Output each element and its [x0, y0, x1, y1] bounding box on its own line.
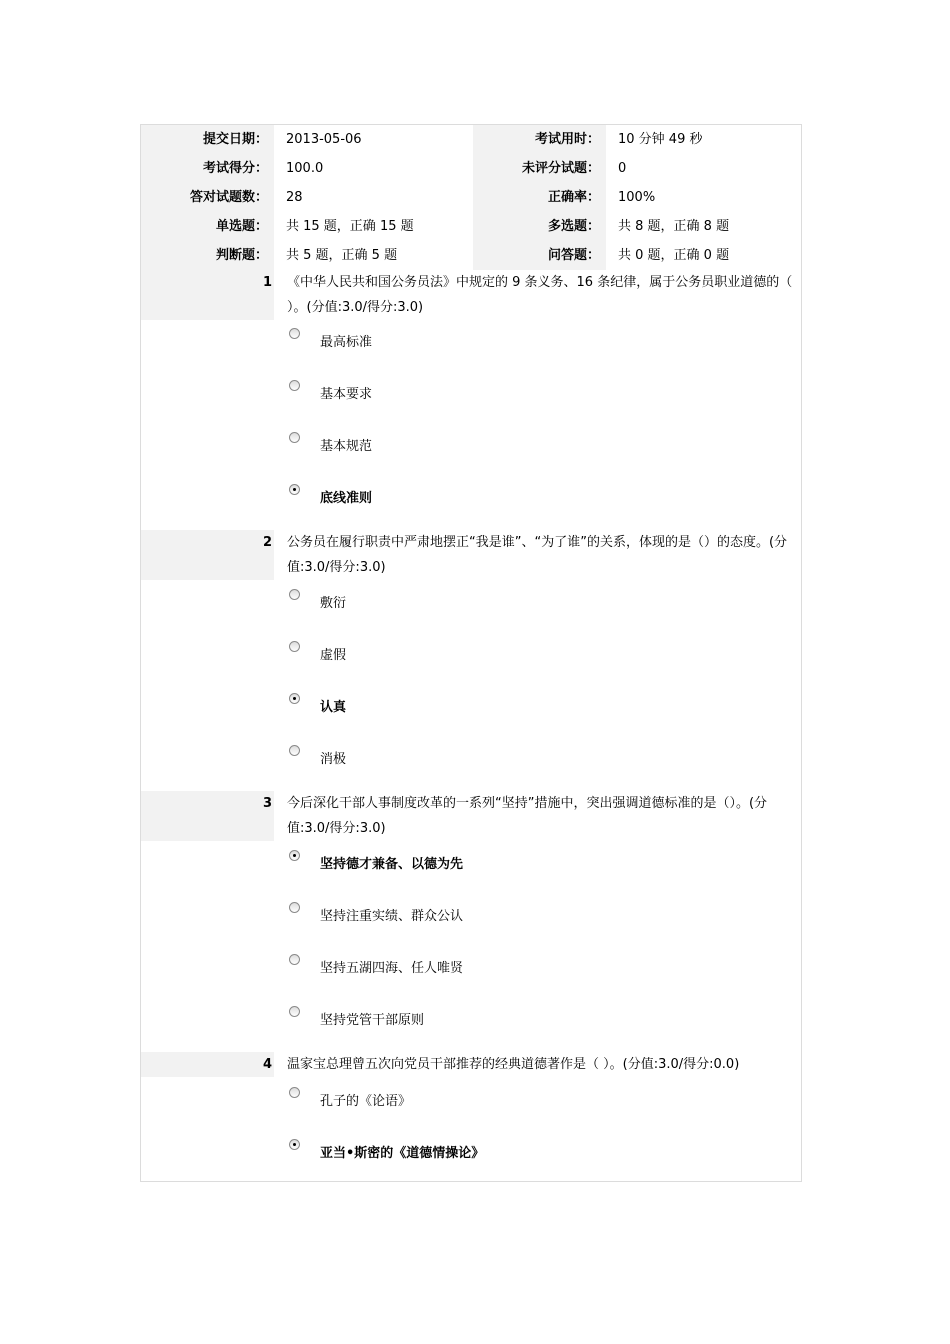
option[interactable] — [289, 1139, 789, 1163]
option[interactable] — [289, 1087, 789, 1111]
option-label: 最高标准 — [320, 335, 373, 350]
option-label: 坚持德才兼备、以德为先 — [320, 857, 464, 872]
summary-value: 10 分钟 49 秒 — [618, 132, 703, 147]
radio-button[interactable] — [289, 850, 300, 861]
option-label: 坚持党管干部原则 — [320, 1013, 425, 1028]
summary-label: 未评分试题： — [473, 154, 606, 183]
summary-value: 共 0 题，正确 0 题 — [618, 248, 730, 263]
question-number: 2 — [141, 530, 274, 580]
option[interactable] — [289, 954, 789, 978]
radio-button[interactable] — [289, 1139, 300, 1150]
exam-result-panel — [140, 124, 802, 1182]
summary-value: 28 — [286, 190, 303, 205]
summary-label: 判断题： — [141, 241, 274, 270]
option-label: 虚假 — [320, 648, 347, 663]
radio-button[interactable] — [289, 380, 300, 391]
option-label: 坚持注重实绩、群众公认 — [320, 909, 464, 924]
radio-button[interactable] — [289, 641, 300, 652]
radio-button[interactable] — [289, 484, 300, 495]
question-number: 3 — [141, 791, 274, 841]
question-text: 公务员在履行职责中严肃地摆正“我是谁”、“为了谁”的关系，体现的是（）的态度。(分值:3.0/得分:3.0) — [287, 535, 788, 575]
question-number: 4 — [141, 1052, 274, 1077]
option-label: 基本规范 — [320, 439, 373, 454]
summary-label: 多选题： — [473, 212, 606, 241]
summary-label: 单选题： — [141, 212, 274, 241]
question-text: 温家宝总理曾五次向党员干部推荐的经典道德著作是（ ）。(分值:3.0/得分:0.0) — [287, 1057, 740, 1072]
summary-row — [141, 241, 802, 270]
option[interactable] — [289, 641, 789, 665]
question-number: 1 — [141, 270, 274, 320]
option-label: 敷衍 — [320, 596, 347, 611]
option[interactable] — [289, 328, 789, 352]
radio-button[interactable] — [289, 954, 300, 965]
option[interactable] — [289, 1006, 789, 1030]
option[interactable] — [289, 484, 789, 508]
summary-row — [141, 183, 802, 212]
option[interactable] — [289, 432, 789, 456]
option-label: 底线准则 — [320, 491, 373, 506]
summary-row — [141, 212, 802, 241]
option-label: 坚持五湖四海、任人唯贤 — [320, 961, 464, 976]
summary-label: 提交日期： — [141, 125, 274, 154]
question-text: 《中华人民共和国公务员法》中规定的 9 条义务、16 条纪律，属于公务员职业道德的（ ）。(分值:3.0/得分:3.0) — [287, 275, 793, 315]
summary-value: 共 5 题，正确 5 题 — [286, 248, 398, 263]
question-text: 今后深化干部人事制度改革的一系列“坚持”措施中，突出强调道德标准的是（）。(分值:3.0/得分:3.0) — [287, 796, 768, 836]
radio-button[interactable] — [289, 589, 300, 600]
summary-label: 问答题： — [473, 241, 606, 270]
summary-value: 2013-05-06 — [286, 132, 362, 147]
option[interactable] — [289, 902, 789, 926]
option-label: 亚当•斯密的《道德情操论》 — [320, 1146, 485, 1161]
radio-button[interactable] — [289, 1006, 300, 1017]
option-label: 孔子的《论语》 — [320, 1094, 412, 1109]
radio-button[interactable] — [289, 693, 300, 704]
summary-value: 100% — [618, 190, 656, 205]
option[interactable] — [289, 745, 789, 769]
summary-label: 答对试题数： — [141, 183, 274, 212]
radio-button[interactable] — [289, 432, 300, 443]
option[interactable] — [289, 380, 789, 404]
radio-button[interactable] — [289, 328, 300, 339]
option[interactable] — [289, 693, 789, 717]
option-label: 认真 — [320, 700, 347, 715]
summary-row — [141, 125, 802, 154]
option-label: 消极 — [320, 752, 347, 767]
summary-label: 正确率： — [473, 183, 606, 212]
summary-value: 共 8 题，正确 8 题 — [618, 219, 730, 234]
option[interactable] — [289, 589, 789, 613]
summary-row — [141, 154, 802, 183]
option-label: 基本要求 — [320, 387, 373, 402]
summary-value: 100.0 — [286, 161, 324, 176]
summary-label: 考试得分： — [141, 154, 274, 183]
option[interactable] — [289, 850, 789, 874]
radio-button[interactable] — [289, 902, 300, 913]
radio-button[interactable] — [289, 1087, 300, 1098]
summary-value: 0 — [618, 161, 627, 176]
summary-value: 共 15 题，正确 15 题 — [286, 219, 414, 234]
radio-button[interactable] — [289, 745, 300, 756]
summary-label: 考试用时： — [473, 125, 606, 154]
